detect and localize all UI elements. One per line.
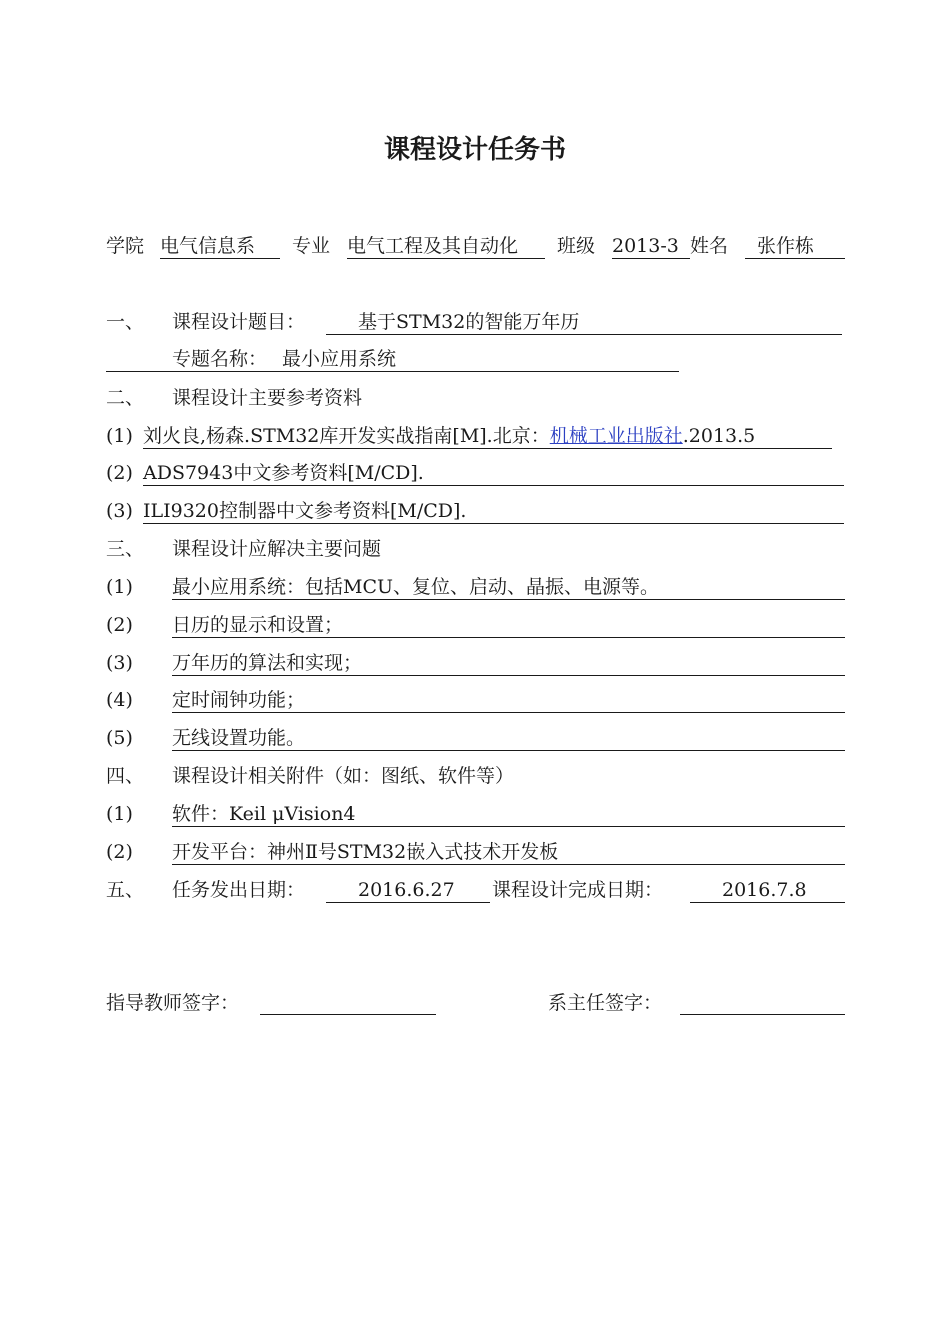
college-label: 学院 <box>106 235 145 257</box>
problem-item: 日历的显示和设置； <box>172 613 845 638</box>
name-value: 张作栋 <box>745 234 845 259</box>
teacher-signature-label: 指导教师签字： <box>106 992 240 1014</box>
attachment-item: 软件：Keil μVision4 <box>172 802 845 827</box>
problem-item: 最小应用系统：包括MCU、复位、启动、晶振、电源等。 <box>172 575 845 600</box>
section-number: 二、 <box>106 387 145 409</box>
subtopic-label: 专题名称： <box>172 348 268 370</box>
class-value: 2013-3 <box>612 234 690 259</box>
problem-number: (5) <box>106 727 133 749</box>
section-number: 三、 <box>106 538 145 560</box>
complete-date-label: 课程设计完成日期： <box>492 879 664 901</box>
topic-label: 课程设计题目： <box>172 311 306 333</box>
class-label: 班级 <box>557 235 596 257</box>
reference-number: (3) <box>106 500 133 522</box>
section-heading: 课程设计应解决主要问题 <box>172 538 382 560</box>
issue-date-label: 任务发出日期： <box>172 879 306 901</box>
reference-year: .2013.5 <box>682 425 756 447</box>
reference-item <box>143 424 832 449</box>
document-title: 课程设计任务书 <box>383 135 566 165</box>
section-number: 四、 <box>106 765 145 787</box>
section-number: 一、 <box>106 311 145 333</box>
reference-number: (2) <box>106 462 133 484</box>
problem-number: (4) <box>106 689 133 711</box>
problem-number: (1) <box>106 576 133 598</box>
college-value: 电气信息系 <box>160 234 280 259</box>
head-signature-label: 系主任签字： <box>548 992 663 1014</box>
reference-number: (1) <box>106 425 133 447</box>
reference-item: ILI9320控制器中文参考资料[M/CD]. <box>143 499 844 524</box>
issue-date-value: 2016.6.27 <box>326 878 490 903</box>
section-heading: 课程设计主要参考资料 <box>172 387 363 409</box>
complete-date-value: 2016.7.8 <box>690 878 845 903</box>
attachment-item: 开发平台：神州Ⅱ号STM32嵌入式技术开发板 <box>172 840 845 865</box>
problem-item: 无线设置功能。 <box>172 726 845 751</box>
topic-value: 基于STM32的智能万年历 <box>326 310 842 335</box>
major-label: 专业 <box>292 235 331 257</box>
attachment-number: (2) <box>106 841 133 863</box>
attachment-number: (1) <box>106 803 133 825</box>
section-heading: 课程设计相关附件（如：图纸、软件等） <box>172 765 515 787</box>
reference-text: 刘火良,杨森.STM32库开发实战指南[M].北京： <box>143 425 550 447</box>
publisher-link[interactable]: 机械工业出版社 <box>549 425 683 447</box>
subtopic-value: 最小应用系统 <box>282 348 397 370</box>
reference-item: ADS7943中文参考资料[M/CD]. <box>143 461 844 486</box>
name-label: 姓名 <box>690 235 729 257</box>
problem-item: 万年历的算法和实现； <box>172 651 845 676</box>
head-signature-line[interactable] <box>680 1013 845 1015</box>
teacher-signature-line[interactable] <box>260 1013 436 1015</box>
problem-number: (2) <box>106 614 133 636</box>
problem-item: 定时闹钟功能； <box>172 688 845 713</box>
section-number: 五、 <box>106 879 145 901</box>
problem-number: (3) <box>106 652 133 674</box>
major-value: 电气工程及其自动化 <box>347 234 545 259</box>
